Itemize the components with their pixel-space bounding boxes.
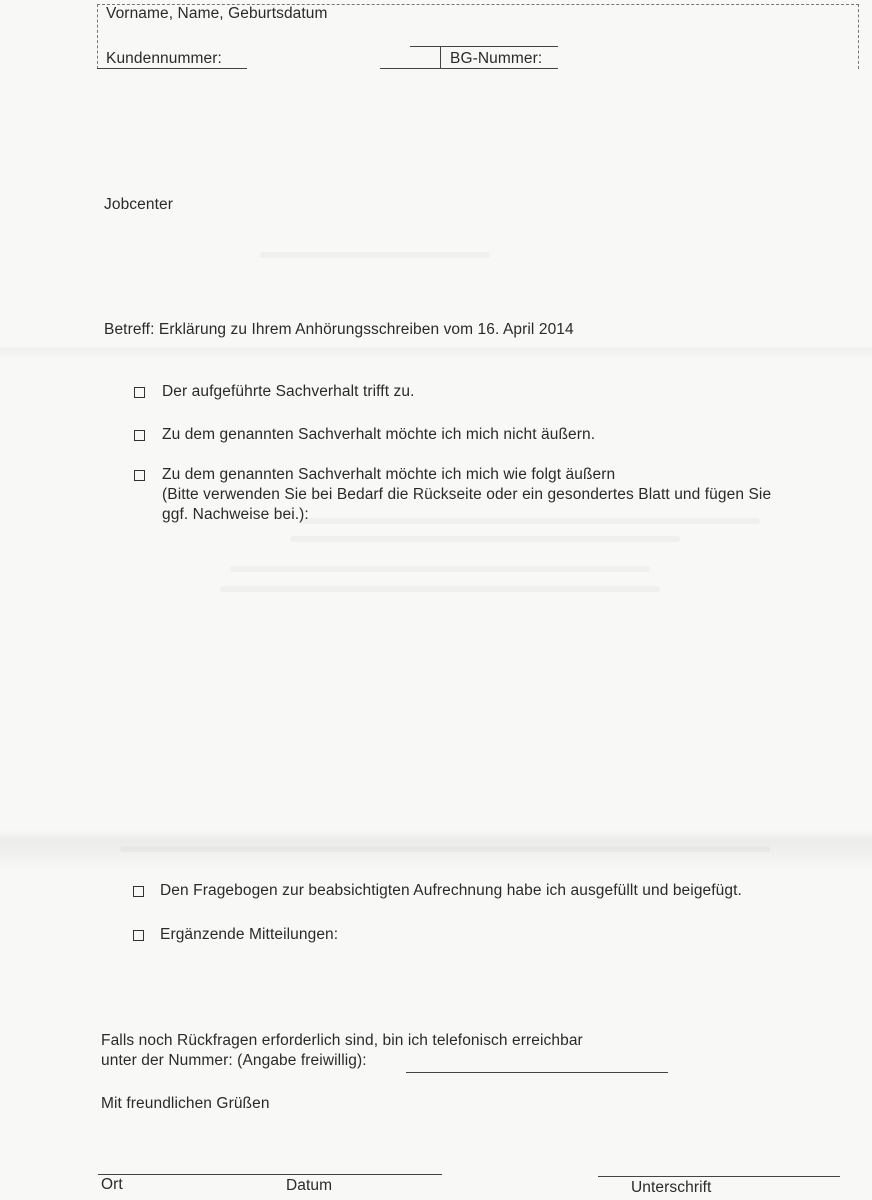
bg-number-divider (440, 46, 441, 68)
bg-number-line[interactable] (440, 68, 558, 69)
option-questionnaire: Den Fragebogen zur beabsichtigten Aufrechnung habe ich ausgefüllt und beigefügt. (160, 882, 742, 899)
option-no-statement: Zu dem genannten Sachverhalt möchte ich mich nicht äußern. (162, 426, 596, 443)
bleed-through-mark (230, 566, 650, 572)
subject-line: Betreff: Erklärung zu Ihrem Anhörungsschreiben vom 16. April 2014 (104, 321, 574, 338)
closing: Mit freundlichen Grüßen (101, 1095, 270, 1112)
option-statement: Zu dem genannten Sachverhalt möchte ich mich wie folgt äußern (162, 466, 616, 483)
checkbox-questionnaire[interactable] (133, 886, 144, 897)
customer-number-line[interactable] (97, 68, 247, 69)
option-facts-correct: Der aufgeführte Sachverhalt trifft zu. (162, 383, 415, 400)
date-label: Datum (286, 1177, 333, 1194)
phone-text-line1: Falls noch Rückfragen erforderlich sind, bin ich telefonisch erreichbar (101, 1032, 583, 1049)
checkbox-no-statement[interactable] (134, 430, 145, 441)
bleed-through-mark (120, 846, 770, 852)
recipient: Jobcenter (104, 196, 173, 213)
customer-number-label: Kundennummer: (106, 50, 222, 67)
place-date-line[interactable] (98, 1174, 442, 1175)
phone-number-line[interactable] (406, 1072, 668, 1073)
paper-fold-line (0, 0, 46, 12)
checkbox-additional-info[interactable] (133, 930, 144, 941)
name-label: Vorname, Name, Geburtsdatum (106, 5, 328, 22)
bleed-through-mark (290, 536, 680, 542)
bleed-through-mark (300, 518, 760, 524)
place-label: Ort (101, 1176, 123, 1193)
bleed-through-mark (260, 252, 490, 258)
bleed-through-mark (220, 586, 660, 592)
option-statement-note-1: (Bitte verwenden Sie bei Bedarf die Rückseite oder ein gesondertes Blatt und fügen Sie (162, 486, 772, 503)
bg-number-top-line (410, 46, 558, 47)
option-statement-note-2: ggf. Nachweise bei.): (162, 506, 309, 523)
checkbox-facts-correct[interactable] (134, 387, 145, 398)
option-additional-info: Ergänzende Mitteilungen: (160, 926, 339, 943)
checkbox-statement[interactable] (134, 470, 145, 481)
bg-number-label: BG-Nummer: (450, 50, 543, 67)
phone-text-line2: unter der Nummer: (Angabe freiwillig): (101, 1052, 367, 1069)
signature-line[interactable] (598, 1176, 840, 1177)
customer-number-field-line[interactable] (380, 68, 440, 69)
signature-label: Unterschrift (631, 1179, 712, 1196)
